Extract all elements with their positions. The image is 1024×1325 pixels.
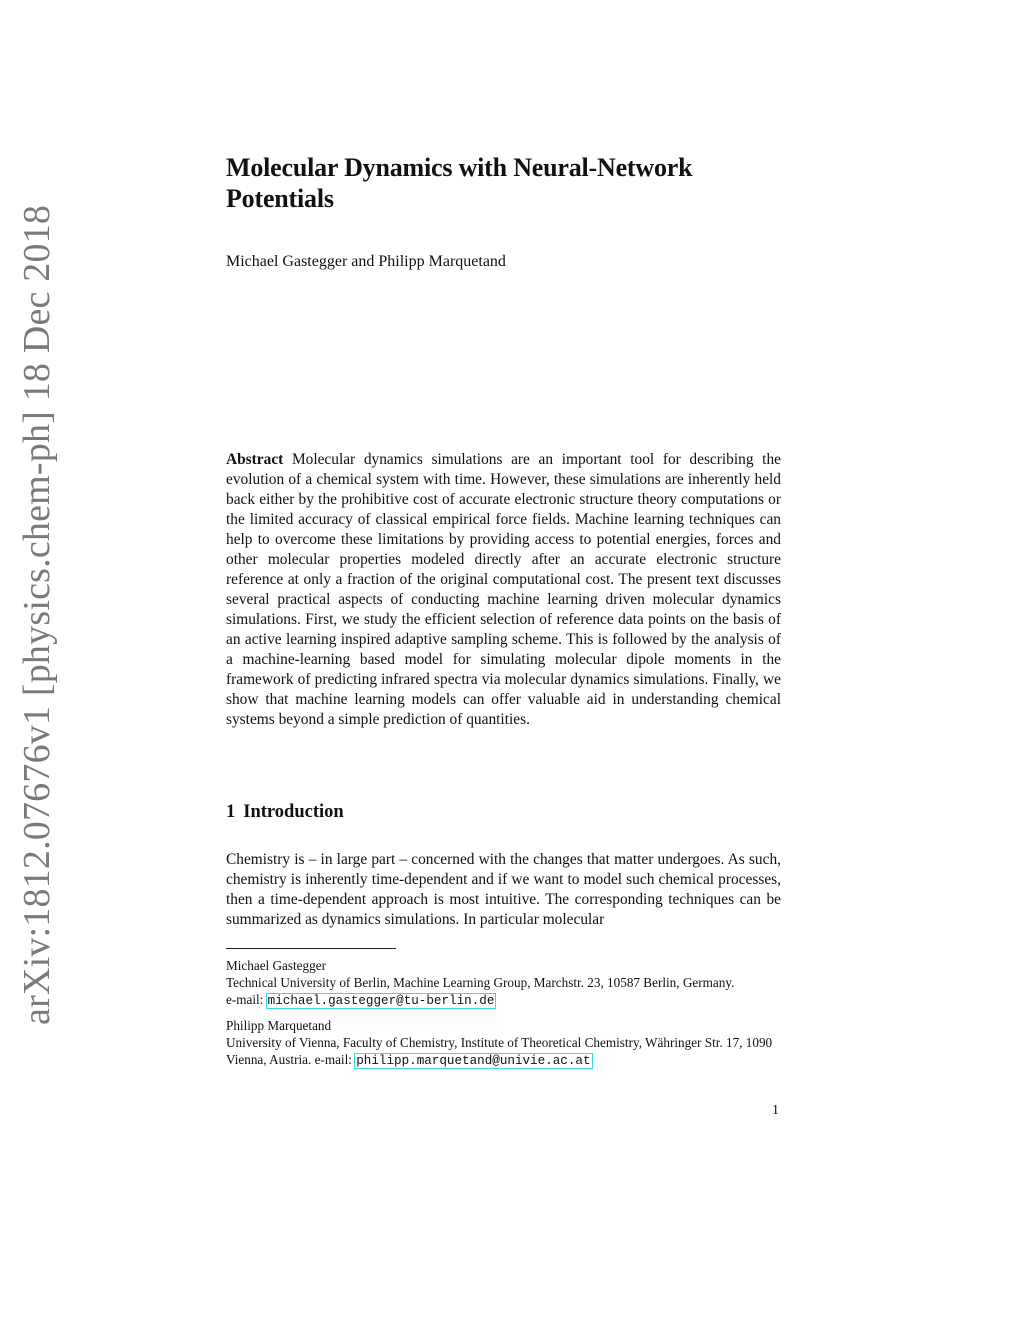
section-number: 1 — [226, 802, 236, 822]
footnote-divider — [226, 948, 396, 949]
footnote-author-1 — [226, 957, 781, 1010]
email-link-marquetand[interactable]: philipp.marquetand@univie.ac.at — [356, 1054, 591, 1068]
abstract — [226, 450, 781, 730]
paper-title-line-2: Potentials — [226, 184, 334, 213]
footnote-affiliation: University of Vienna, Faculty of Chemistry, Institute of Theoretical Chemistry, Währinger Str. 17, 1090 Vienna, Austria. — [226, 1035, 773, 1067]
email-link-gastegger[interactable]: michael.gastegger@tu-berlin.de — [267, 994, 495, 1008]
paper-title-line-1: Molecular Dynamics with Neural-Network — [226, 153, 693, 182]
author-footnotes — [226, 957, 781, 1077]
footnote-author-name: Michael Gastegger — [226, 958, 326, 973]
abstract-label: Abstract — [226, 451, 284, 468]
paper-header — [226, 152, 781, 214]
footnote-affiliation-and-email — [226, 1034, 781, 1070]
page-number: 1 — [772, 1103, 779, 1118]
email-prefix: e-mail: — [314, 1052, 352, 1067]
email-prefix: e-mail: — [226, 992, 264, 1007]
abstract-text: Molecular dynamics simulations are an important tool for describing the evolution of a chemical system with time. However, these simulations are inherently held back either by the prohibitive cost of accurate electronic structure theory computations or the limited accuracy of classical empirical force fields. Machine learning techniques can help to overcome these limitations by providing access to potential energies, forces and other molecular properties modeled directly after an accurate electronic structure reference at only a fraction of the original computational cost. The present text discusses several practical aspects of conducting machine learning driven molecular dynamics simulations. First, we study the efficient selection of reference data points on the basis of an active learning inspired adaptive sampling scheme. This is followed by the analysis of a machine-learning based model for simulating molecular dipole moments in the framework of predicting infrared spectra via molecular dynamics simulations. Finally, we show that machine learning models can offer valuable aid in understanding chemical systems beyond a simple prediction of quantities. — [226, 451, 781, 728]
section-heading-introduction — [226, 801, 344, 823]
arxiv-identifier-stamp: arXiv:1812.07676v1 [physics.chem-ph] 18 Dec 2018 — [16, 204, 58, 1025]
footnote-author-2 — [226, 1017, 781, 1070]
footnote-affiliation: Technical University of Berlin, Machine Learning Group, Marchstr. 23, 10587 Berlin, Germany. — [226, 975, 735, 990]
author-list: Michael Gastegger and Philipp Marquetand — [226, 253, 506, 270]
section-title: Introduction — [243, 802, 344, 822]
introduction-paragraph: Chemistry is – in large part – concerned with the changes that matter undergoes. As such, chemistry is inherently time-dependent and if we want to model such chemical processes, then a time-dependent approach is most intuitive. The corresponding techniques can be summarized as dynamics simulations. In particular molecular — [226, 851, 781, 928]
footnote-email-line — [226, 991, 781, 1010]
paper-title — [226, 152, 781, 214]
footnote-author-name: Philipp Marquetand — [226, 1018, 332, 1033]
